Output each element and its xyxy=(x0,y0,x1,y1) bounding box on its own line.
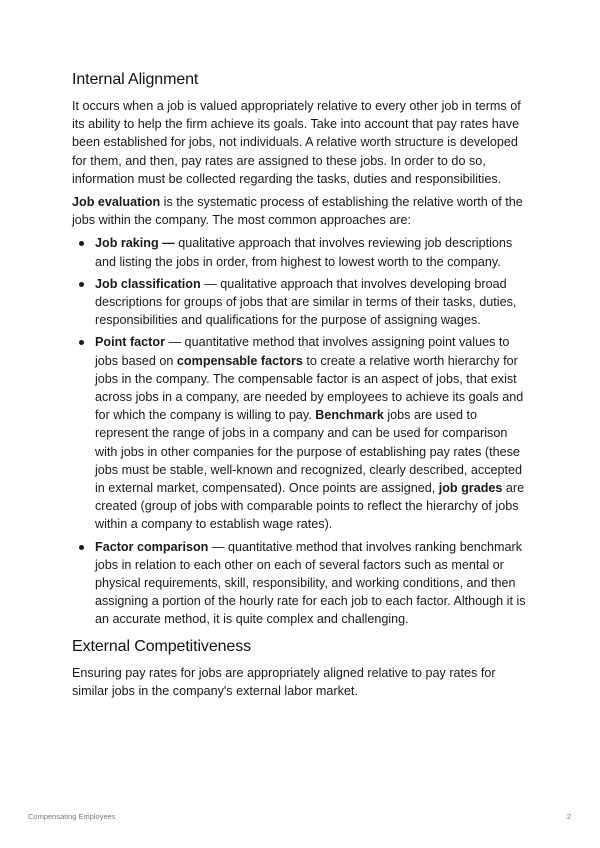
term-factor-comparison: Factor comparison xyxy=(95,539,209,554)
term-point-factor: Point factor xyxy=(95,335,165,350)
job-evaluation-methods-list xyxy=(72,234,532,628)
job-evaluation-paragraph xyxy=(72,193,532,229)
footer-page-number: 2 xyxy=(566,812,571,821)
external-competitiveness-paragraph: Ensuring pay rates for jobs are appropriately aligned relative to pay rates for similar jobs in the company's external labor market. xyxy=(72,665,496,698)
term-job-grades: job grades xyxy=(438,481,503,496)
list-item-point-factor xyxy=(72,333,532,533)
bullet-icon xyxy=(79,241,84,246)
description-factor-comparison: — quantitative method that involves ranking benchmark jobs in relation to each other on each of several factors such as mental or physical requirements, skill, responsibility, and working conditions, and then assigning a portion of the hourly rate for each job to each factor. Although it is an accurate method, it is quite complex and challenging. xyxy=(95,539,526,627)
list-item-factor-comparison xyxy=(72,538,532,629)
term-job-classification: Job classification xyxy=(95,276,201,291)
job-evaluation-term: Job evaluation xyxy=(72,195,161,210)
internal-alignment-paragraph: It occurs when a job is valued appropriately relative to every other job in terms of its ability to help the firm achieve its goals. Take into account that pay rates have been established for jobs, not individuals. A relative worth structure is developed for them, and then, pay rates are assigned to these jobs. In order to do so, information must be collected regarding the tasks, duties and responsibilities. xyxy=(72,99,521,186)
description-point-factor-a: — quantitative method that involves assigning point values to jobs based on xyxy=(95,335,510,368)
bullet-icon xyxy=(79,545,84,550)
description-point-factor-b: to create a relative worth hierarchy for jobs in the company. The compensable factor is an aspect of jobs, that exist across jobs in a company, are needed by employees to achieve its goals and for which the company is willing to pay. xyxy=(95,353,524,423)
term-job-raking: Job raking — xyxy=(95,236,175,251)
job-evaluation-text: is the systematic process of establishing the relative worth of the jobs within the company. The most common approaches are: xyxy=(72,195,523,228)
bullet-icon xyxy=(79,282,84,287)
document-page xyxy=(72,68,532,705)
description-job-classification: — qualitative approach that involves developing broad descriptions for groups of jobs that are similar in terms of their tasks, duties, responsibilities and qualifications for the purpose of assigning wages. xyxy=(95,276,517,328)
description-job-raking: qualitative approach that involves reviewing job descriptions and listing the jobs in order, from highest to lowest worth to the company. xyxy=(95,236,513,269)
section-heading-external-competitiveness: External Competitiveness xyxy=(72,637,252,655)
term-benchmark: Benchmark xyxy=(315,408,384,423)
list-item-job-classification xyxy=(72,275,532,330)
description-point-factor-d: are created (group of jobs with comparable points to reflect the hierarchy of jobs within a company to establish wage rates). xyxy=(95,481,525,532)
footer-document-title: Compensating Employees xyxy=(28,812,116,821)
section-heading-internal-alignment: Internal Alignment xyxy=(72,71,199,88)
bullet-icon xyxy=(79,340,84,345)
list-item-job-raking xyxy=(72,234,532,270)
term-compensable-factors: compensable factors xyxy=(176,353,303,368)
description-point-factor-c: jobs are used to represent the range of jobs in a company and can be used for comparison with jobs in other companies for the purpose of establishing pay rates (these jobs must be stable, well-known and recognized, clearly described, accepted in external market, compensated). Once points are assigned, xyxy=(95,408,523,496)
